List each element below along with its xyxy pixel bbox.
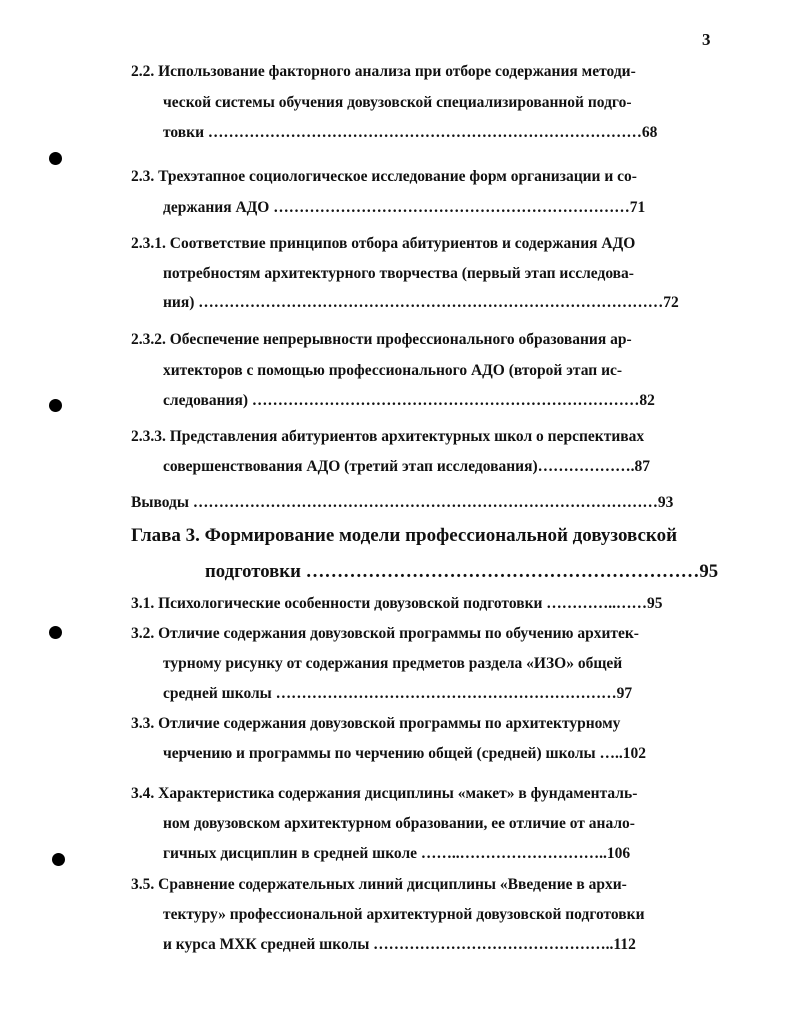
toc-line: 3.4. Характеристика содержания дисциплины «макет» в фундаменталь-	[131, 785, 638, 802]
binder-hole-1	[49, 152, 62, 165]
toc-line: совершенствования АДО (третий этап исследования)……………….87	[163, 458, 651, 475]
page-number: 3	[702, 30, 711, 49]
toc-line: товки …………………………………………………………………………68	[163, 124, 658, 141]
toc-section-3-1: 3.1. Психологические особенности довузовской подготовки …………..……95	[131, 595, 663, 612]
toc-conclusions: Выводы ………………………………………………………………………………93	[131, 494, 674, 511]
toc-line: ческой системы обучения довузовской специализированной подго-	[163, 94, 632, 111]
toc-line: ном довузовском архитектурном образовании, ее отличие от анало-	[163, 815, 635, 832]
toc-line: потребностям архитектурного творчества (первый этап исследова-	[163, 265, 634, 282]
toc-line: 3.3. Отличие содержания довузовской программы по архитектурному	[131, 715, 621, 732]
binder-hole-3	[49, 626, 62, 639]
toc-line: держания АДО ……………………………………………………………71	[163, 199, 646, 216]
toc-line: ния) ………………………………………………………………………………72	[163, 294, 679, 311]
toc-line: 2.3.3. Представления абитуриентов архитектурных школ о перспективах	[131, 428, 645, 445]
toc-line: турному рисунку от содержания предметов раздела «ИЗО» общей	[163, 655, 623, 672]
toc-line: 2.3.1. Соответствие принципов отбора абитуриентов и содержания АДО	[131, 235, 636, 252]
toc-line: следования) …………………………………………………………………82	[163, 392, 655, 409]
toc-line: 3.5. Сравнение содержательных линий дисциплины «Введение в архи-	[131, 876, 627, 893]
toc-line: средней школы …………………………………………………………97	[163, 685, 633, 702]
toc-line: 2.3. Трехэтапное социологическое исследование форм организации и со-	[131, 168, 637, 185]
chapter-title-continued: подготовки ………………………………………………………95	[205, 561, 719, 582]
binder-hole-4	[52, 853, 65, 866]
binder-hole-2	[49, 399, 62, 412]
chapter-title: Глава 3. Формирование модели профессиональной довузовской	[131, 525, 678, 546]
toc-line: черчению и программы по черчению общей (средней) школы …..102	[163, 745, 647, 762]
toc-line: хитекторов с помощью профессионального АДО (второй этап ис-	[163, 362, 623, 379]
toc-line: 2.3.2. Обеспечение непрерывности профессионального образования ар-	[131, 331, 632, 348]
toc-line: гичных дисциплин в средней школе ……..………………………..106	[163, 845, 631, 862]
toc-line: и курса МХК средней школы ………………………………………..112	[163, 936, 636, 953]
toc-line: тектуру» профессиональной архитектурной довузовской подготовки	[163, 906, 645, 923]
toc-line: 3.2. Отличие содержания довузовской программы по обучению архитек-	[131, 625, 639, 642]
toc-line: 2.2. Использование факторного анализа при отборе содержания методи-	[131, 63, 636, 80]
